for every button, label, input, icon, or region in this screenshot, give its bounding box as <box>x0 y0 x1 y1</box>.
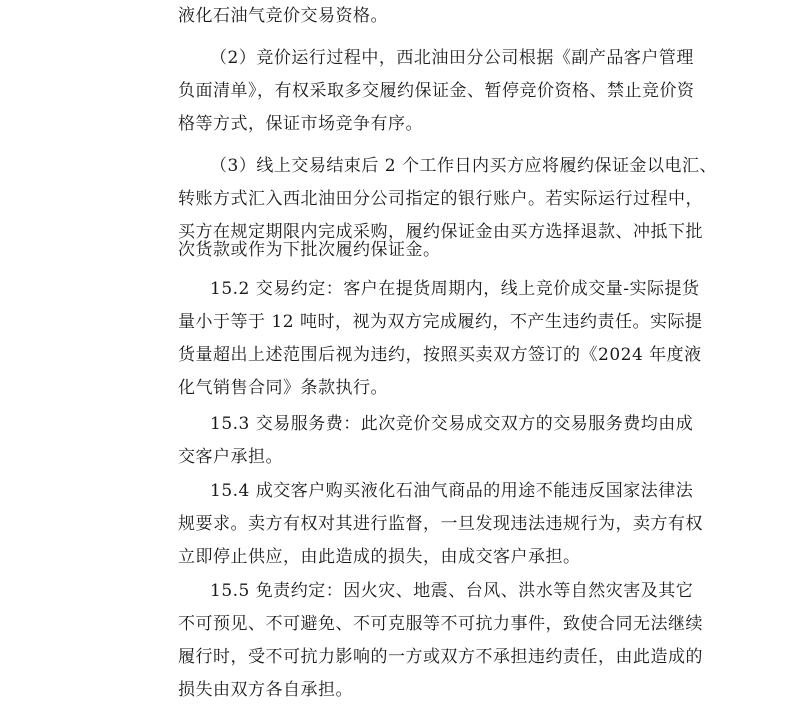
text-line: 损失由双方各自承担。 <box>178 680 353 700</box>
text-line: 15.3 交易服务费：此次竞价交易成交双方的交易服务费均由成 <box>210 414 694 434</box>
text-line: 量小于等于 12 吨时，视为双方完成履约，不产生违约责任。实际提 <box>178 312 703 332</box>
text-line: 化气销售合同》条款执行。 <box>178 378 388 398</box>
text-line: 履行时，受不可抗力影响的一方或双方不承担违约责任，由此造成的 <box>178 647 703 667</box>
text-line: 交客户承担。 <box>178 447 283 467</box>
text-line: （2）竞价运行过程中，西北油田分公司根据《副产品客户管理 <box>210 48 694 68</box>
text-line: 15.5 免责约定：因火灾、地震、台风、洪水等自然灾害及其它 <box>210 581 694 601</box>
text-line: 不可预见、不可避免、不可克服等不可抗力事件，致使合同无法继续 <box>178 614 703 634</box>
text-line: （3）线上交易结束后 2 个工作日内买方应将履约保证金以电汇、 <box>210 156 717 176</box>
text-line: 格等方式，保证市场竞争有序。 <box>178 114 423 134</box>
text-line: 15.4 成交客户购买液化石油气商品的用途不能违反国家法律法 <box>210 481 694 501</box>
text-line: 负面清单》，有权采取多交履约保证金、暂停竞价资格、禁止竞价资 <box>178 81 695 101</box>
text-line: 规要求。卖方有权对其进行监督，一旦发现违法违规行为，卖方有权 <box>178 514 703 534</box>
text-line: 液化石油气竞价交易资格。 <box>178 6 388 26</box>
text-line: 货量超出上述范围后视为违约，按照买卖双方签订的《2024 年度液 <box>178 345 702 365</box>
text-line: 转账方式汇入西北油田分公司指定的银行账户。若实际运行过程中， <box>178 189 703 209</box>
text-line: 次货款或作为下批次履约保证金。 <box>178 240 441 260</box>
text-line: 立即停止供应，由此造成的损失，由成交客户承担。 <box>178 547 581 567</box>
text-line: 15.2 交易约定：客户在提货周期内，线上竞价成交量-实际提货 <box>210 279 700 299</box>
text-line: 买方在规定期限内完成采购，履约保证金由买方选择退款、冲抵下批 <box>178 222 703 242</box>
